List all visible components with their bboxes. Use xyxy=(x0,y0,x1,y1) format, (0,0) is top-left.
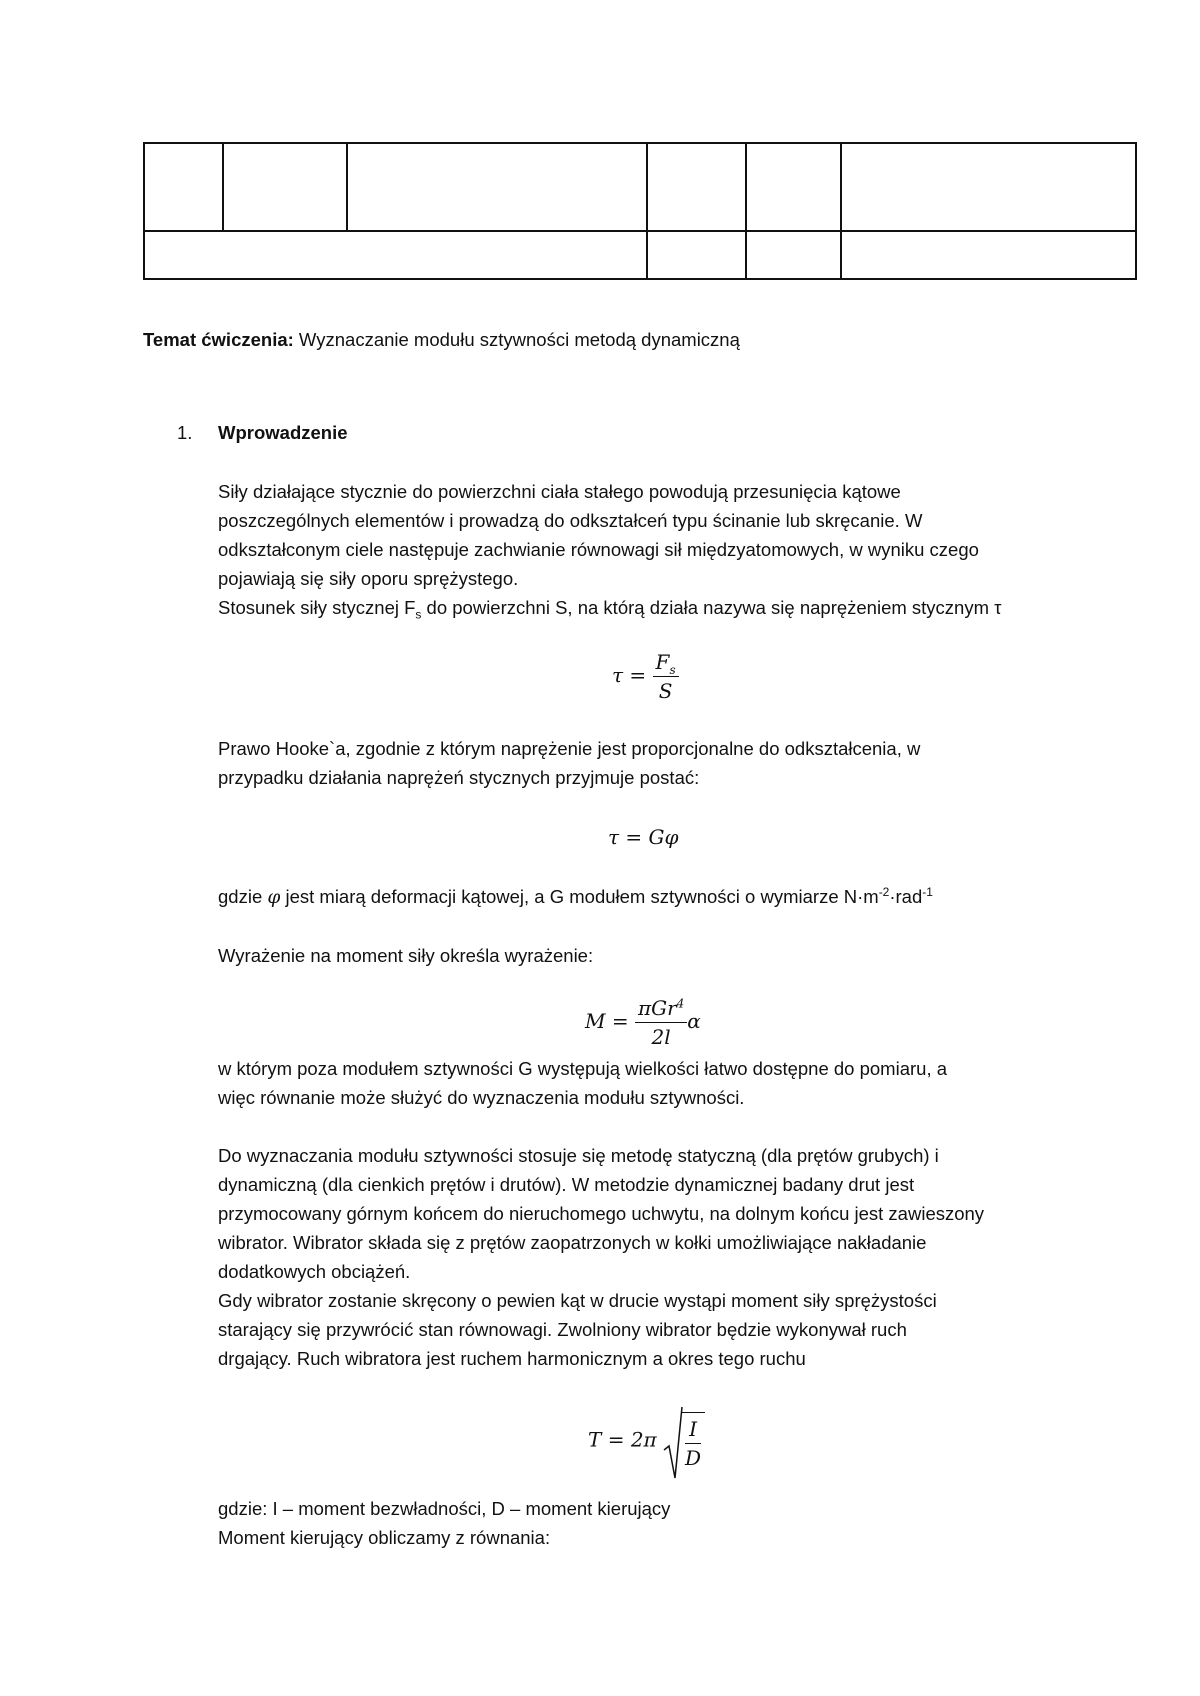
paragraph-line: więc równanie może służyć do wyznaczenia modułu sztywności. xyxy=(218,1087,745,1108)
fraction-numerator: I xyxy=(685,1417,701,1444)
superscript: -1 xyxy=(922,884,933,899)
table-cell xyxy=(223,143,347,231)
table-cell xyxy=(647,231,746,279)
paragraph-line: gdzie: I – moment bezwładności, D – moment kierujący xyxy=(218,1498,671,1519)
table-cell xyxy=(347,143,647,231)
paragraph-line xyxy=(218,882,933,912)
table-cell xyxy=(746,143,841,231)
paragraph-line: Prawo Hooke`a, zgodnie z którym naprężenie jest proporcjonalne do odkształcenia, w xyxy=(218,738,921,759)
paragraph-line: Gdy wibrator zostanie skręcony o pewien kąt w drucie wystąpi moment siły sprężystości xyxy=(218,1290,937,1311)
formula-lhs: τ = xyxy=(612,663,647,687)
paragraph-line: przypadku działania naprężeń stycznych przyjmuje postać: xyxy=(218,767,700,788)
radicand xyxy=(681,1412,705,1470)
topic-value: Wyznaczanie modułu sztywności metodą dynamiczną xyxy=(293,329,740,350)
header-table-row xyxy=(144,143,1136,231)
square-root xyxy=(663,1412,705,1470)
table-cell xyxy=(841,231,1136,279)
superscript: 4 xyxy=(676,996,685,1011)
paragraph-line: wibrator. Wibrator składa się z prętów zaopatrzonych w kołki umożliwiające nakładanie xyxy=(218,1232,927,1253)
table-cell xyxy=(144,143,223,231)
fraction-denominator: D xyxy=(685,1446,702,1470)
paragraph-line: dodatkowych obciążeń. xyxy=(218,1261,411,1282)
text-span: Stosunek siły stycznej F xyxy=(218,597,416,618)
formula-moment xyxy=(585,996,701,1049)
paragraph-line: poszczególnych elementów i prowadzą do odkształceń typu ścinanie lub skręcanie. W xyxy=(218,510,923,531)
fraction-denominator: 2l xyxy=(651,1025,671,1049)
subscript: s xyxy=(415,607,422,622)
paragraph-line: drgający. Ruch wibratora jest ruchem harmonicznym a okres tego ruchu xyxy=(218,1348,806,1369)
paragraph-line: Moment kierujący obliczamy z równania: xyxy=(218,1527,551,1548)
formula-symbol: F xyxy=(655,650,670,674)
subscript: s xyxy=(669,663,676,677)
section-title: Wprowadzenie xyxy=(218,422,348,443)
paragraph-line: Siły działające stycznie do powierzchni ciała stałego powodują przesunięcia kątowe xyxy=(218,481,901,502)
text-span: gdzie xyxy=(218,886,268,907)
header-table-row xyxy=(144,231,1136,279)
text-span: do powierzchni S, na którą działa nazywa się naprężeniem stycznym τ xyxy=(421,597,1002,618)
paragraph-line: w którym poza modułem sztywności G występują wielkości łatwo dostępne do pomiaru, a xyxy=(218,1058,948,1079)
paragraph-line: odkształconym ciele następuje zachwianie równowagi sił międzyatomowych, w wyniku czego xyxy=(218,539,979,560)
formula-shear-stress xyxy=(612,650,679,703)
formula-symbol: πGr xyxy=(637,996,677,1020)
fraction-numerator xyxy=(635,996,687,1023)
superscript: -2 xyxy=(878,884,890,899)
header-table xyxy=(143,142,1137,280)
formula-lhs: M = xyxy=(585,1009,629,1033)
topic-label: Temat ćwiczenia: xyxy=(143,329,294,350)
paragraph-line: dynamiczną (dla cienkich prętów i drutów). W metodzie dynamicznej badany drut jest xyxy=(218,1174,915,1195)
fraction-denominator: S xyxy=(658,679,673,703)
table-cell xyxy=(841,143,1136,231)
paragraph-line: Wyrażenie na moment siły określa wyrażenie: xyxy=(218,945,594,966)
table-cell xyxy=(144,231,647,279)
fraction xyxy=(635,996,687,1049)
topic-line xyxy=(143,325,740,354)
paragraph-line: pojawiają się siły oporu sprężystego. xyxy=(218,568,519,589)
table-cell xyxy=(647,143,746,231)
paragraph-line xyxy=(218,593,1001,622)
phi-symbol: φ xyxy=(267,887,281,908)
paragraph-line: Do wyznaczania modułu sztywności stosuje się metodę statyczną (dla prętów grubych) i xyxy=(218,1145,939,1166)
formula-rhs: α xyxy=(687,1009,701,1033)
section-number: 1. xyxy=(177,422,193,443)
formula-period xyxy=(588,1412,705,1470)
fraction-numerator xyxy=(653,650,679,677)
text-span: jest miarą deformacji kątowej, a G modułem sztywności o wymiarze N·m xyxy=(280,886,879,907)
fraction xyxy=(685,1417,701,1470)
formula-lhs: T = 2π xyxy=(588,1427,657,1452)
radical-sign-icon xyxy=(663,1406,683,1480)
fraction xyxy=(653,650,679,703)
table-cell xyxy=(746,231,841,279)
formula-hooke: τ = Gφ xyxy=(608,825,679,849)
text-span: ·rad xyxy=(889,886,923,907)
paragraph-line: przymocowany górnym końcem do nieruchomego uchwytu, na dolnym końcu jest zawieszony xyxy=(218,1203,985,1224)
paragraph-line: starający się przywrócić stan równowagi. Zwolniony wibrator będzie wykonywał ruch xyxy=(218,1319,907,1340)
